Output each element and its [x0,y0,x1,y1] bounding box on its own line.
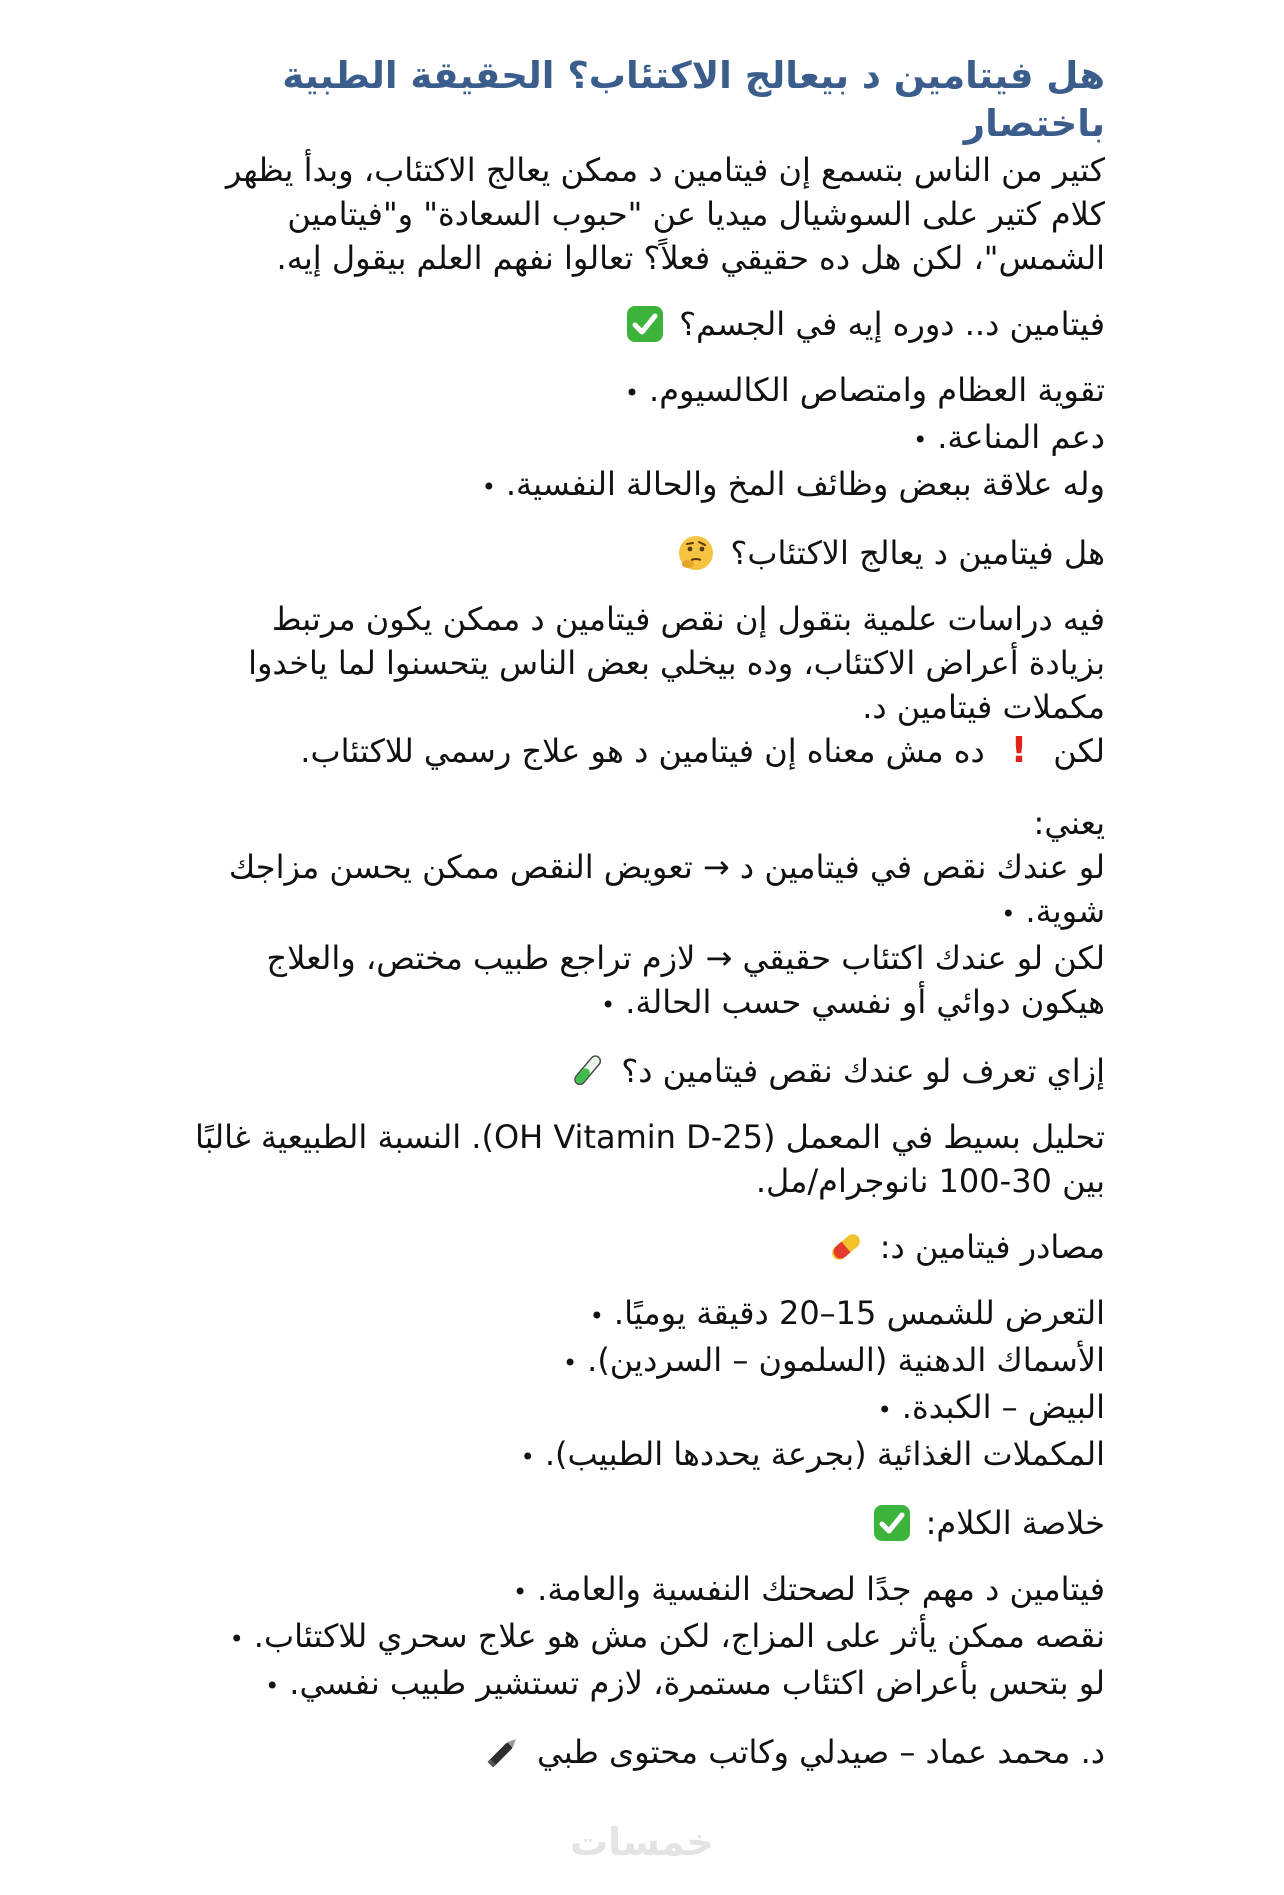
test-tube-icon [567,1051,607,1091]
meaning-label: يعني: [1033,804,1105,842]
section-sources-heading: مصادر فيتامين د: [190,1225,1105,1269]
thinking-face-icon [676,533,716,573]
test-paragraph: تحليل بسيط في المعمل (25-OH Vitamin D). النسبة الطبيعية غالبًا بين 30-100 نانوجرام/مل. [195,1118,1105,1200]
list-item: المكملات الغذائية (بجرعة يحددها الطبيب).• [520,1435,1105,1473]
article-title: هل فيتامين د بيعالج الاكتئاب؟ الحقيقة الطبية باختصار [282,54,1105,145]
role-list [190,368,1105,509]
watermark-logo: خمسات [570,1820,714,1864]
check-mark-icon [872,1503,912,1543]
sources-list [190,1291,1105,1479]
list-item: فيتامين د مهم جدًا لصحتك النفسية والعامة.• [513,1570,1105,1608]
list-item: وله علاقة ببعض وظائف المخ والحالة النفسية.• [481,465,1105,503]
list-item: الأسماك الدهنية (السلمون – السردين).• [562,1341,1105,1379]
list-item: البيض – الكبدة.• [877,1388,1105,1426]
list-item: تقوية العظام وامتصاص الكالسيوم.• [624,371,1105,409]
list-item: التعرض للشمس 15–20 دقيقة يوميًا.• [589,1294,1105,1332]
article [190,52,1105,1774]
list-item: لو بتحس بأعراض اكتئاب مستمرة، لازم تستشير طبيب نفسي.• [265,1664,1105,1702]
section-summary-heading: خلاصة الكلام: [190,1501,1105,1545]
pill-icon [826,1227,866,1267]
author-signature: د. محمد عماد – صيدلي وكاتب محتوى طبي [537,1733,1105,1771]
check-mark-icon [625,304,665,344]
signature-line [190,1730,1105,1774]
summary-list [190,1567,1105,1708]
intro-paragraph: كتير من الناس بتسمع إن فيتامين د ممكن يعالج الاكتئاب، وبدأ يظهر كلام كتير على السوشيال ميديا عن "حبوب السعادة" و"فيتامين الشمس"، لكن هل ده حقيقي فعلاً؟ تعالوا نفهم العلم بيقول إيه. [225,151,1105,277]
meaning-list [190,845,1105,1027]
section-role-heading: فيتامين د.. دوره إيه في الجسم؟ [190,302,1105,346]
list-item: لكن لو عندك اكتئاب حقيقي → لازم تراجع طبيب مختص، والعلاج هيكون دوائي أو نفسي حسب الحالة.• [266,939,1105,1021]
treat-paragraph: فيه دراسات علمية بتقول إن نقص فيتامين د ممكن يكون مرتبط بزيادة أعراض الاكتئاب، وده بيخلي بعض الناس يتحسنوا لما ياخدوا مكملات فيتامين د. [248,600,1105,726]
list-item: لو عندك نقص في فيتامين د → تعويض النقص ممكن يحسن مزاجك شوية.• [228,848,1105,930]
section-treat-heading: هل فيتامين د يعالج الاكتئاب؟ [190,531,1105,575]
list-item: نقصه ممكن يأثر على المزاج، لكن مش هو علاج سحري للاكتئاب.• [229,1617,1105,1655]
warning-line: لكن ! ده مش معناه إن فيتامين د هو علاج رسمي للاكتئاب. [300,730,1105,771]
pen-icon [483,1732,523,1772]
section-test-heading: إزاي تعرف لو عندك نقص فيتامين د؟ [190,1049,1105,1093]
list-item: دعم المناعة.• [913,418,1105,456]
exclamation-icon: ! [1010,730,1028,771]
